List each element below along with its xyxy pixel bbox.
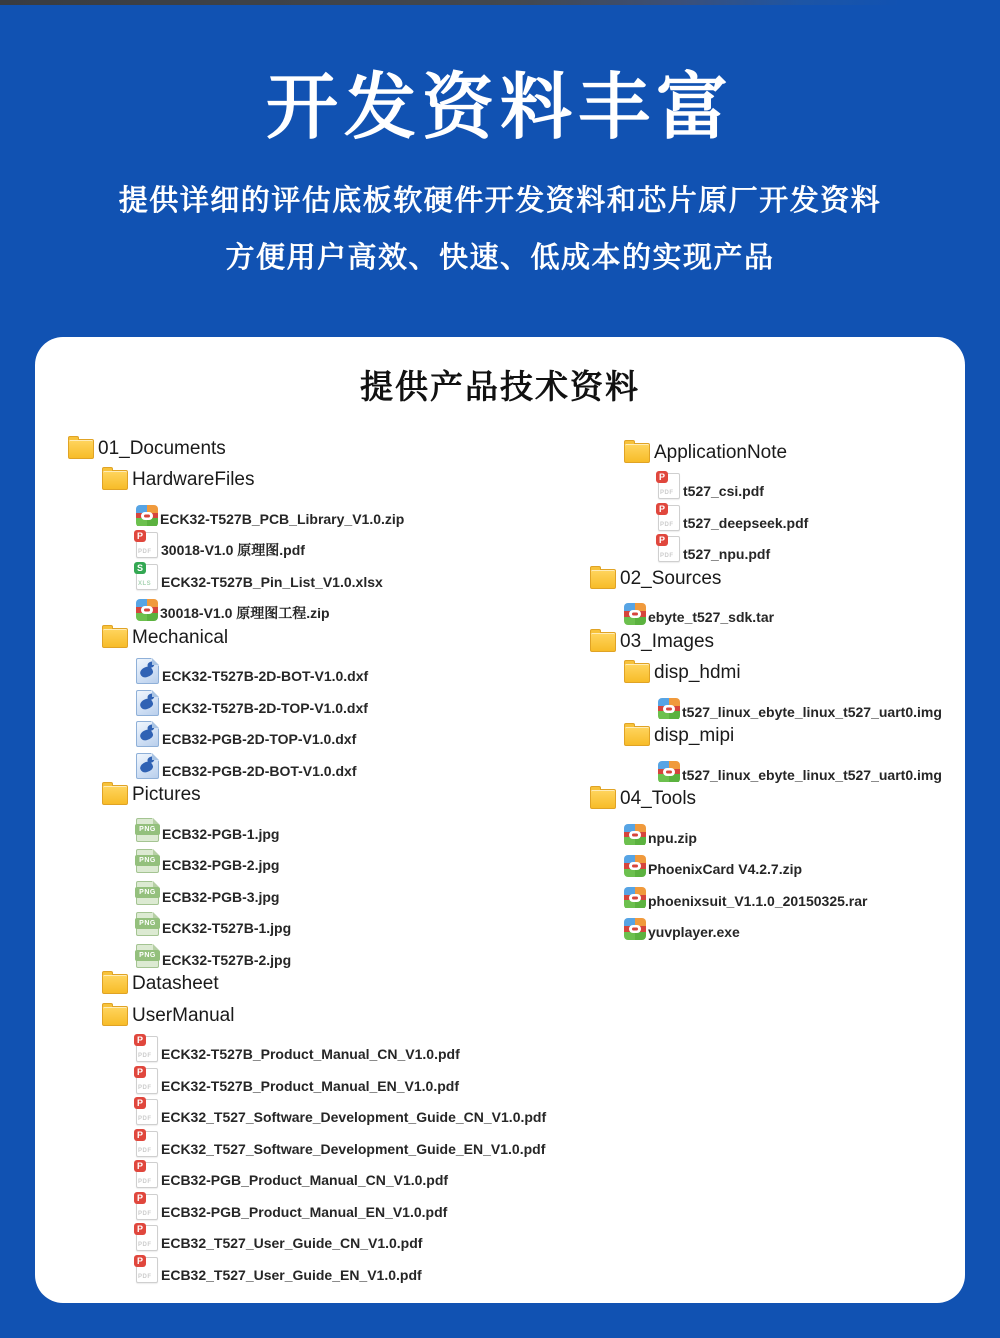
file-name: phoenixsuit_V1.1.0_20150325.rar xyxy=(648,892,868,909)
pdf-file-icon: P PDF xyxy=(658,505,680,531)
pdf-file-icon: P PDF xyxy=(136,1099,158,1125)
file-row[interactable] xyxy=(590,469,965,501)
file-row[interactable] xyxy=(68,937,583,969)
pdf-file-icon: P PDF xyxy=(136,1131,158,1157)
folder-row[interactable] xyxy=(68,622,583,654)
file-row[interactable] xyxy=(590,689,965,721)
file-name: ECK32-T527B_PCB_Library_V1.0.zip xyxy=(160,510,405,527)
file-name: ECK32-T527B-2.jpg xyxy=(162,951,292,968)
file-row[interactable] xyxy=(68,1221,583,1253)
file-row[interactable] xyxy=(68,748,583,780)
folder-name: 02_Sources xyxy=(620,567,722,589)
folder-name: HardwareFiles xyxy=(132,469,255,491)
file-name: ECK32-T527B-1.jpg xyxy=(162,920,292,937)
file-tree-right-column xyxy=(590,437,965,941)
file-name: ECK32-T527B_Product_Manual_CN_V1.0.pdf xyxy=(161,1046,460,1063)
pdf-file-icon: P PDF xyxy=(658,536,680,562)
file-row[interactable] xyxy=(68,906,583,938)
archive-icon xyxy=(624,824,646,846)
file-name: PhoenixCard V4.2.7.zip xyxy=(648,861,803,878)
archive-icon xyxy=(136,505,158,527)
file-row[interactable] xyxy=(68,1189,583,1221)
pdf-file-icon: P PDF xyxy=(136,1162,158,1188)
pdf-file-icon: P PDF xyxy=(136,1068,158,1094)
folder-icon xyxy=(590,789,616,809)
hero-subtitle-line2: 方便用户高效、快速、低成本的实现产品 xyxy=(225,242,775,275)
dxf-file-icon xyxy=(136,658,159,684)
folder-name: UserManual xyxy=(132,1004,235,1026)
folder-name: Mechanical xyxy=(132,626,229,648)
file-row[interactable] xyxy=(590,595,965,627)
file-name: ECB32_T527_User_Guide_CN_V1.0.pdf xyxy=(161,1235,423,1252)
pdf-file-icon: P PDF xyxy=(136,1194,158,1220)
image-file-icon: PNG xyxy=(136,818,159,842)
file-name: t527_linux_ebyte_linux_t527_uart0.img xyxy=(682,703,942,720)
file-name: npu.zip xyxy=(648,829,697,846)
folder-name: disp_hdmi xyxy=(654,662,741,684)
dxf-file-icon xyxy=(136,753,159,779)
file-name: ECB32-PGB_Product_Manual_CN_V1.0.pdf xyxy=(161,1172,449,1189)
folder-row[interactable] xyxy=(68,433,583,465)
resources-card xyxy=(35,337,965,1303)
file-row[interactable] xyxy=(68,1126,583,1158)
file-name: ECB32-PGB-2D-TOP-V1.0.dxf xyxy=(162,731,357,748)
file-tree-left-column xyxy=(68,433,583,1284)
file-name: t527_csi.pdf xyxy=(683,483,764,500)
file-name: ECK32-T527B-2D-BOT-V1.0.dxf xyxy=(162,668,369,685)
folder-icon xyxy=(68,439,94,459)
folder-icon xyxy=(102,974,128,994)
pdf-file-icon: P PDF xyxy=(658,473,680,499)
archive-icon xyxy=(624,918,646,940)
hero-section xyxy=(0,5,1000,276)
pdf-file-icon: P PDF xyxy=(136,1036,158,1062)
file-row[interactable] xyxy=(68,1158,583,1190)
folder-name: 03_Images xyxy=(620,630,715,652)
hero-subtitle-line1: 提供详细的评估底板软硬件开发资料和芯片原厂开发资料 xyxy=(118,184,882,217)
file-row[interactable] xyxy=(68,685,583,717)
folder-row[interactable] xyxy=(68,1000,583,1032)
folder-row[interactable] xyxy=(590,563,965,595)
file-row[interactable] xyxy=(590,752,965,784)
page-title: 开发资料丰富 xyxy=(265,68,734,148)
file-row[interactable] xyxy=(68,528,583,560)
file-name: ECB32-PGB-3.jpg xyxy=(162,888,280,905)
file-row[interactable] xyxy=(590,847,965,879)
file-name: ECB32-PGB-1.jpg xyxy=(162,825,280,842)
file-name: 30018-V1.0 原理图.pdf xyxy=(161,542,305,559)
folder-row[interactable] xyxy=(68,969,583,1001)
folder-name: 04_Tools xyxy=(620,788,697,810)
file-name: ECK32-T527B_Pin_List_V1.0.xlsx xyxy=(161,573,383,590)
folder-name: Pictures xyxy=(132,784,201,806)
file-name: t527_deepseek.pdf xyxy=(683,514,809,531)
file-row[interactable] xyxy=(590,532,965,564)
card-title: 提供产品技术资料 xyxy=(360,368,640,405)
image-file-icon: PNG xyxy=(136,881,159,905)
file-name: ECK32_T527_Software_Development_Guide_CN_V1.0.pdf xyxy=(161,1109,547,1126)
folder-row[interactable] xyxy=(68,780,583,812)
file-name: ECK32-T527B-2D-TOP-V1.0.dxf xyxy=(162,699,368,716)
file-row[interactable] xyxy=(590,878,965,910)
folder-row[interactable] xyxy=(590,658,965,690)
file-name: ECB32_T527_User_Guide_EN_V1.0.pdf xyxy=(161,1266,422,1283)
folder-name: ApplicationNote xyxy=(654,441,788,463)
folder-icon xyxy=(102,785,128,805)
folder-icon xyxy=(624,443,650,463)
file-name: ECK32_T527_Software_Development_Guide_EN_V1.0.pdf xyxy=(161,1140,546,1157)
folder-row[interactable] xyxy=(590,721,965,753)
image-file-icon: PNG xyxy=(136,849,159,873)
file-row[interactable] xyxy=(68,1095,583,1127)
folder-icon xyxy=(624,663,650,683)
file-row[interactable] xyxy=(68,717,583,749)
folder-icon xyxy=(624,726,650,746)
file-name: t527_npu.pdf xyxy=(683,546,771,563)
folder-name: disp_mipi xyxy=(654,725,735,747)
pdf-file-icon: P PDF xyxy=(136,532,158,558)
folder-icon xyxy=(102,470,128,490)
file-row[interactable] xyxy=(68,874,583,906)
file-name: ECB32-PGB-2D-BOT-V1.0.dxf xyxy=(162,762,357,779)
file-row[interactable] xyxy=(68,1063,583,1095)
folder-icon xyxy=(102,628,128,648)
pdf-file-icon: P PDF xyxy=(136,1225,158,1251)
file-row[interactable] xyxy=(68,559,583,591)
image-file-icon: PNG xyxy=(136,944,159,968)
file-name: t527_linux_ebyte_linux_t527_uart0.img xyxy=(682,766,942,783)
image-file-icon: PNG xyxy=(136,912,159,936)
file-name: ECB32-PGB_Product_Manual_EN_V1.0.pdf xyxy=(161,1203,448,1220)
file-name: ECK32-T527B_Product_Manual_EN_V1.0.pdf xyxy=(161,1077,459,1094)
archive-icon xyxy=(136,599,158,621)
folder-name: 01_Documents xyxy=(98,437,226,459)
file-row[interactable] xyxy=(68,843,583,875)
file-name: 30018-V1.0 原理图工程.zip xyxy=(160,605,330,622)
folder-icon xyxy=(590,569,616,589)
archive-icon xyxy=(658,698,680,720)
file-row[interactable] xyxy=(590,500,965,532)
folder-row[interactable] xyxy=(590,784,965,816)
archive-icon xyxy=(624,855,646,877)
file-row[interactable] xyxy=(68,496,583,528)
file-row[interactable] xyxy=(68,591,583,623)
file-row[interactable] xyxy=(68,1032,583,1064)
file-name: yuvplayer.exe xyxy=(648,924,740,941)
folder-icon xyxy=(102,1006,128,1026)
dxf-file-icon xyxy=(136,690,159,716)
folder-row[interactable] xyxy=(590,626,965,658)
folder-name: Datasheet xyxy=(132,973,219,995)
pdf-file-icon: P PDF xyxy=(136,1257,158,1283)
file-row[interactable] xyxy=(68,1252,583,1284)
file-row[interactable] xyxy=(68,811,583,843)
file-name: ebyte_t527_sdk.tar xyxy=(648,609,775,626)
file-row[interactable] xyxy=(590,910,965,942)
folder-row[interactable] xyxy=(68,465,583,497)
archive-icon xyxy=(658,761,680,783)
file-row[interactable] xyxy=(68,654,583,686)
spreadsheet-file-icon: S XLS xyxy=(136,564,158,590)
file-name: ECB32-PGB-2.jpg xyxy=(162,857,280,874)
file-row[interactable] xyxy=(590,815,965,847)
folder-row[interactable] xyxy=(590,437,965,469)
dxf-file-icon xyxy=(136,721,159,747)
archive-icon xyxy=(624,603,646,625)
archive-icon xyxy=(624,887,646,909)
folder-icon xyxy=(590,632,616,652)
